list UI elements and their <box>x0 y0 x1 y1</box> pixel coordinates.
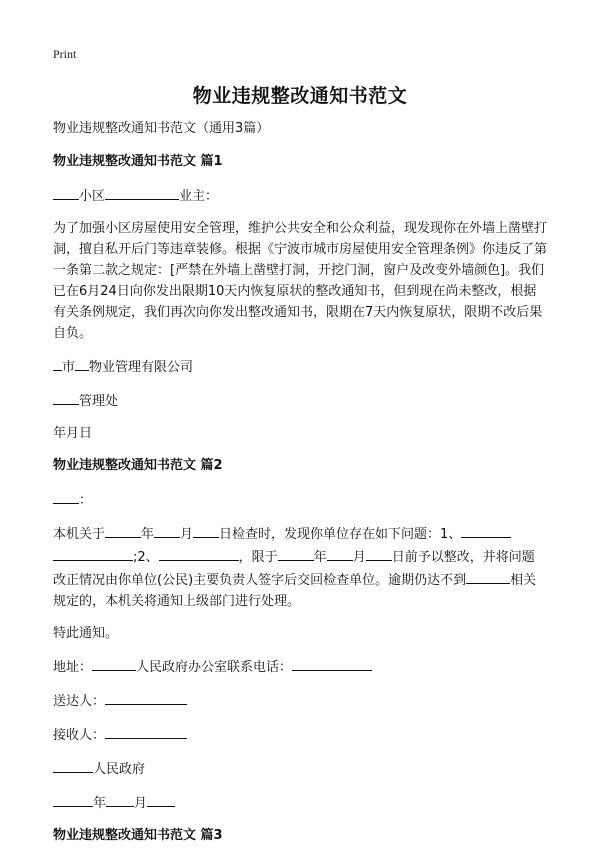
sender-label: 送达人： <box>53 694 106 709</box>
section-2-government <box>53 757 547 780</box>
blank-line <box>105 184 179 200</box>
section-1-office <box>53 389 547 412</box>
body-text: 年 <box>313 550 327 565</box>
section-1-salutation <box>53 184 547 207</box>
blank-line <box>106 791 134 807</box>
body-text: 月 <box>352 550 366 565</box>
body-text: ;2、 <box>133 550 159 565</box>
salutation-community: 小区 <box>79 189 106 204</box>
section-2-address <box>53 655 547 678</box>
blank-line <box>92 655 136 671</box>
blank-line <box>193 522 219 538</box>
blank-line <box>327 545 353 561</box>
print-label[interactable]: Print <box>53 47 77 61</box>
blank-line <box>105 689 187 705</box>
section-1-body: 为了加强小区房屋使用安全管理，维护公共安全和公众利益，现发现你在外墙上凿壁打洞，擅自私开后门等违章装修。根据《宁波市城市房屋使用安全管理条例》你违反了第一条第二款之规定：[严禁在外墙上凿壁打洞，开挖门洞，窗户及改变外墙颜色]。我们已在6月24日向你发出限期10天内恢复原状的整改通知书，但到现在尚未整改，根据有关条例规定，我们再次向你发出整改通知书，限期在7天内恢复原状，限期不改后果自负。 <box>53 221 548 341</box>
section-2-receiver <box>53 723 547 746</box>
blank-line <box>466 568 510 584</box>
blank-line <box>105 723 187 739</box>
company-name: 物业管理有限公司 <box>89 360 194 375</box>
section-1-heading: 物业违规整改通知书范文 篇1 <box>53 154 223 169</box>
blank-line <box>53 791 93 807</box>
blank-line <box>53 545 133 561</box>
blank-line <box>53 389 79 405</box>
section-2-salutation <box>53 488 547 511</box>
salutation-colon: ： <box>79 493 93 508</box>
section-3-heading: 物业违规整改通知书范文 篇3 <box>53 828 223 843</box>
section-2-heading: 物业违规整改通知书范文 篇2 <box>53 458 223 473</box>
office-name: 管理处 <box>79 394 119 409</box>
blank-line <box>159 545 239 561</box>
blank-line <box>147 791 175 807</box>
blank-line <box>53 355 62 371</box>
blank-line <box>154 522 180 538</box>
date-month: 月 <box>134 796 148 811</box>
blank-line <box>53 757 93 773</box>
date-year: 年 <box>93 796 107 811</box>
section-2-body <box>53 522 547 612</box>
document-subtitle: 物业违规整改通知书范文（通用3篇） <box>53 121 270 136</box>
body-text: ，限于 <box>238 550 278 565</box>
blank-line <box>75 355 89 371</box>
address-office: 人民政府办公室联系电话： <box>136 660 293 675</box>
body-text: 相关规定的，本机关将通知上级部门进行处理。 <box>53 573 537 609</box>
blank-line <box>461 522 511 538</box>
section-1-company <box>53 355 547 378</box>
body-text: 月 <box>180 527 194 542</box>
receiver-label: 接收人： <box>53 728 106 743</box>
blank-line <box>53 184 79 200</box>
address-label: 地址： <box>53 660 93 675</box>
body-text: 日检查时，发现你单位存在如下问题：1、 <box>219 527 462 542</box>
section-2-notice: 特此通知。 <box>53 626 119 641</box>
body-text: 日前予以整改，并将问题改正情况由你单位(公民)主要负责人签字后交回检查单位。逾期仍达不到 <box>53 550 535 588</box>
section-1-date: 年月日 <box>53 426 93 441</box>
government-name: 人民政府 <box>93 762 146 777</box>
section-2-sender <box>53 689 547 712</box>
salutation-owner: 业主： <box>179 189 219 204</box>
document-body <box>53 118 547 858</box>
body-text: 年 <box>141 527 155 542</box>
document-title: 物业违规整改通知书范文 <box>192 85 408 107</box>
blank-line <box>292 655 372 671</box>
section-2-date <box>53 791 547 814</box>
company-city: 市 <box>62 360 76 375</box>
blank-line <box>105 522 141 538</box>
blank-line <box>278 545 314 561</box>
blank-line <box>53 488 79 504</box>
blank-line <box>366 545 392 561</box>
body-text: 本机关于 <box>53 527 106 542</box>
